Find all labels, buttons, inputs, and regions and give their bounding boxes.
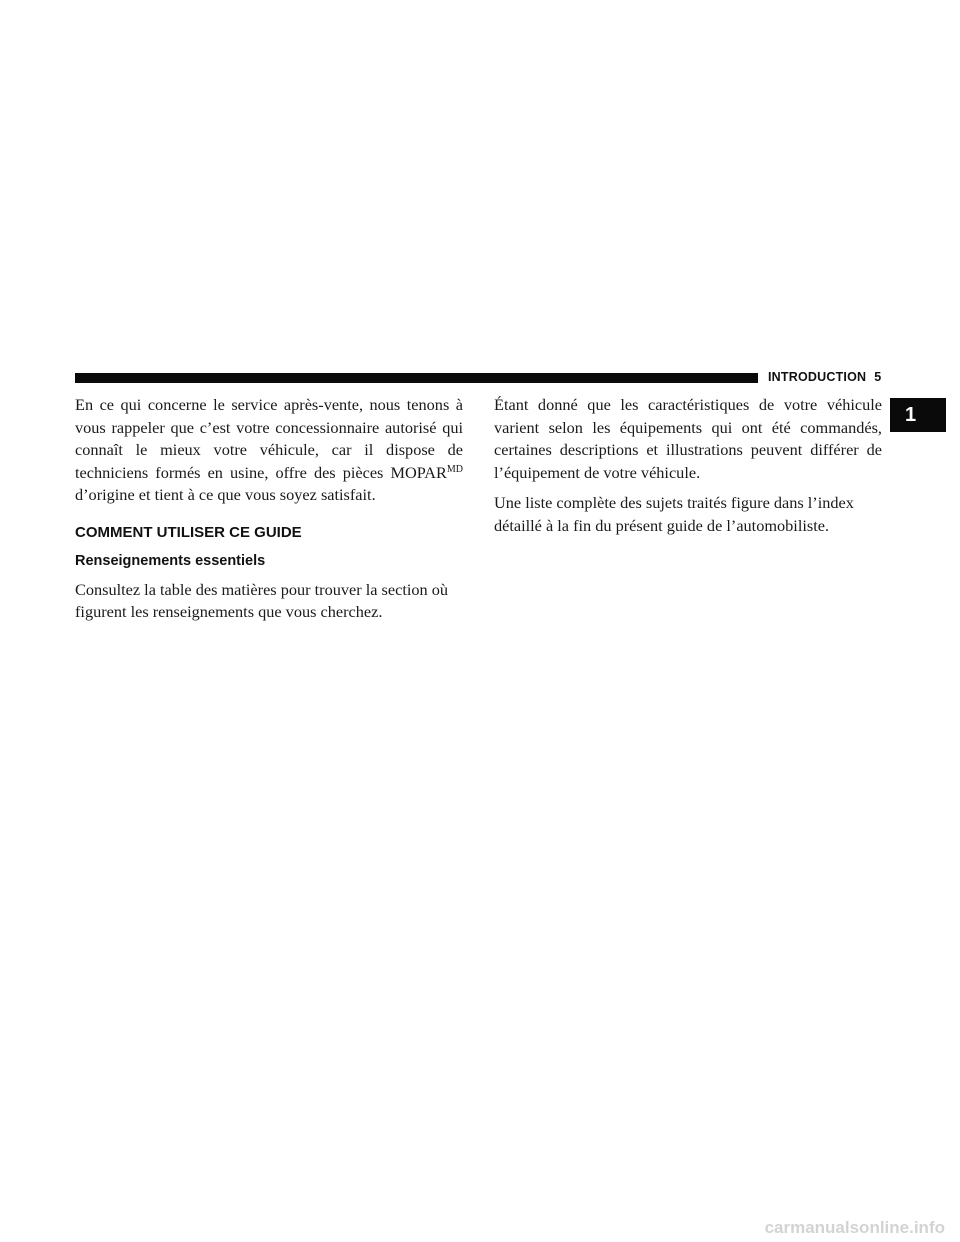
subsection-heading: Renseignements essentiels [75,552,266,569]
table-of-contents-paragraph: Consultez la table des matières pour trouver la section où figurent les renseignements que vous cherchez. [75,579,448,621]
section-title: INTRODUCTION [768,370,867,384]
header-rule [75,373,758,383]
left-column [75,394,463,632]
running-head [768,370,888,386]
chapter-tab[interactable]: 1 [890,398,946,432]
index-paragraph: Une liste complète des sujets traités figure dans l’index détaillé à la fin du présent guide de l’automobiliste. [494,493,854,535]
equipment-paragraph: Étant donné que les caractéristiques de votre véhicule varient selon les équipements qui ont été commandés, certaines descriptions et illustrations peuvent différer de l’équipement de votre véhicule. [494,395,882,482]
service-paragraph [75,394,463,507]
watermark: carmanualsonline.info [764,1218,945,1237]
service-text-end: d’origine et tient à ce que vous soyez satisfait. [75,485,376,504]
section-heading: COMMENT UTILISER CE GUIDE [75,523,302,541]
page-number: 5 [874,370,882,384]
service-text: En ce qui concerne le service après-vente, nous tenons à vous rappeler que c’est votre concessionnaire autorisé qui connaît le mieux votre véhicule, car il dispose de techniciens formés en usine, offre des pièces MOPAR [75,395,463,482]
right-column [494,394,882,545]
trademark-mark: MD [446,463,463,475]
